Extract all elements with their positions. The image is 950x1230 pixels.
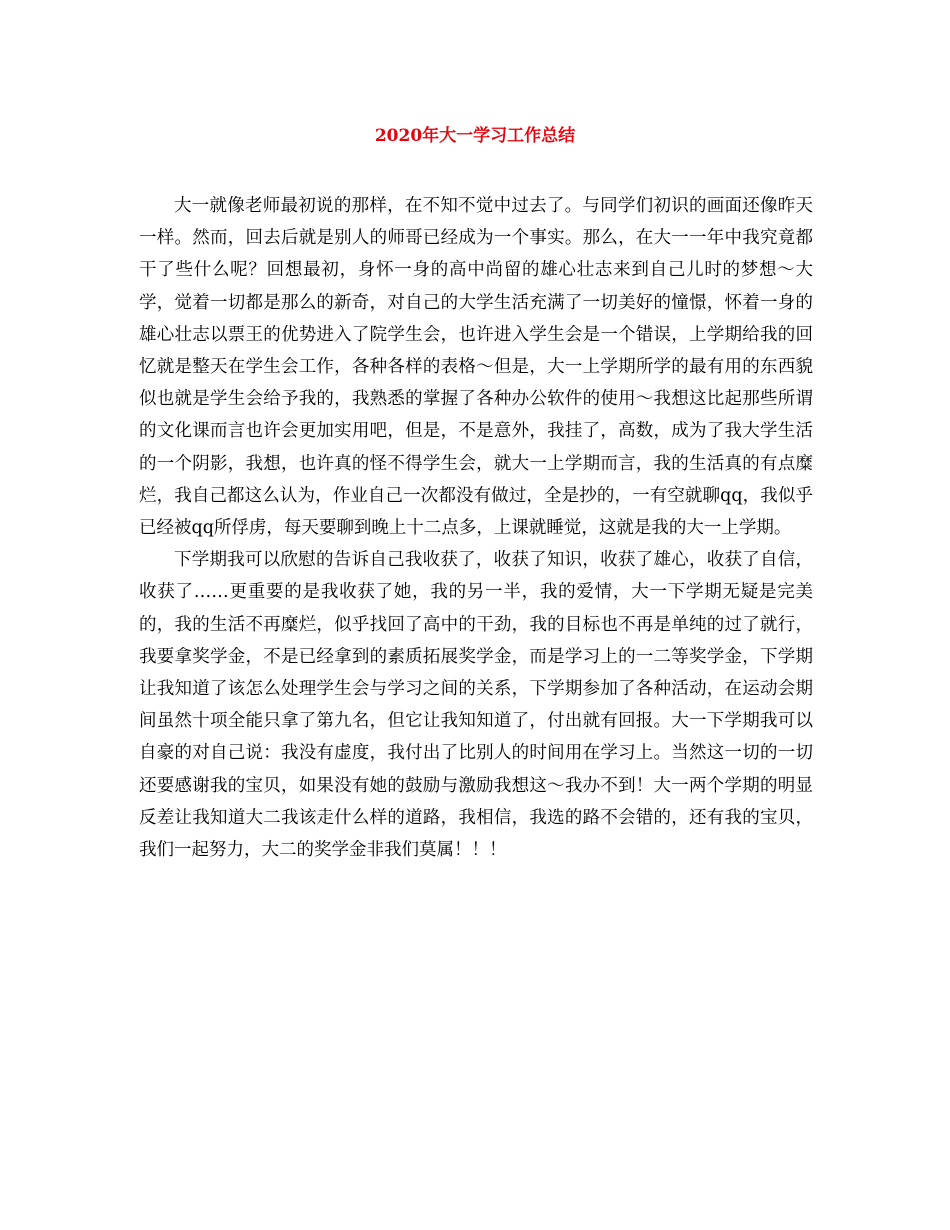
paragraph-second-semester: 下学期我可以欣慰的告诉自己我收获了，收获了知识，收获了雄心，收获了自信，收获了……更重要的是我收获了她，我的另一半，我的爱情，大一下学期无疑是完美的，我的生活不再糜烂，似乎找回了高中的干劲，我的目标也不再是单纯的过了就行，我要拿奖学金，不是已经拿到的素质拓展奖学金，而是学习上的一二等奖学金，下学期让我知道了该怎么处理学生会与学习之间的关系，下学期参加了各种活动，在运动会期间虽然十项全能只拿了第九名，但它让我知知道了，付出就有回报。大一下学期我可以自豪的对自己说：我没有虚度，我付出了比别人的时间用在学习上。当然这一切的一切还要感谢我的宝贝，如果没有她的鼓励与激励我想这～我办不到！大一两个学期的明显反差让我知道大二我该走什么样的道路，我相信，我选的路不会错的，还有我的宝贝，我们一起努力，大二的奖学金非我们莫属！！！ (139, 550, 813, 861)
document-body (139, 190, 813, 866)
paragraph-first-semester: 大一就像老师最初说的那样，在不知不觉中过去了。与同学们初识的画面还像昨天一样。然而，回去后就是别人的师哥已经成为一个事实。那么，在大一一年中我究竟都干了些什么呢？回想最初，身怀一身的高中尚留的雄心壮志来到自己儿时的梦想～大学，觉着一切都是那么的新奇，对自己的大学生活充满了一切美好的憧憬，怀着一身的雄心壮志以票王的优势进入了院学生会，也许进入学生会是一个错误，上学期给我的回忆就是整天在学生会工作，各种各样的表格～但是，大一上学期所学的最有用的东西貌似也就是学生会给予我的，我熟悉的掌握了各种办公软件的使用～我想这比起那些所谓的文化课而言也许会更加实用吧，但是，不是意外，我挂了，高数，成为了我大学生活的一个阴影，我想，也许真的怪不得学生会，就大一上学期而言，我的生活真的有点糜烂，我自己都这么认为，作业自己一次都没有做过，全是抄的，一有空就聊qq，我似乎已经被qq所俘虏，每天要聊到晚上十二点多，上课就睡觉，这就是我的大一上学期。 (139, 196, 813, 539)
document-title: 2020年大一学习工作总结 (374, 126, 576, 146)
